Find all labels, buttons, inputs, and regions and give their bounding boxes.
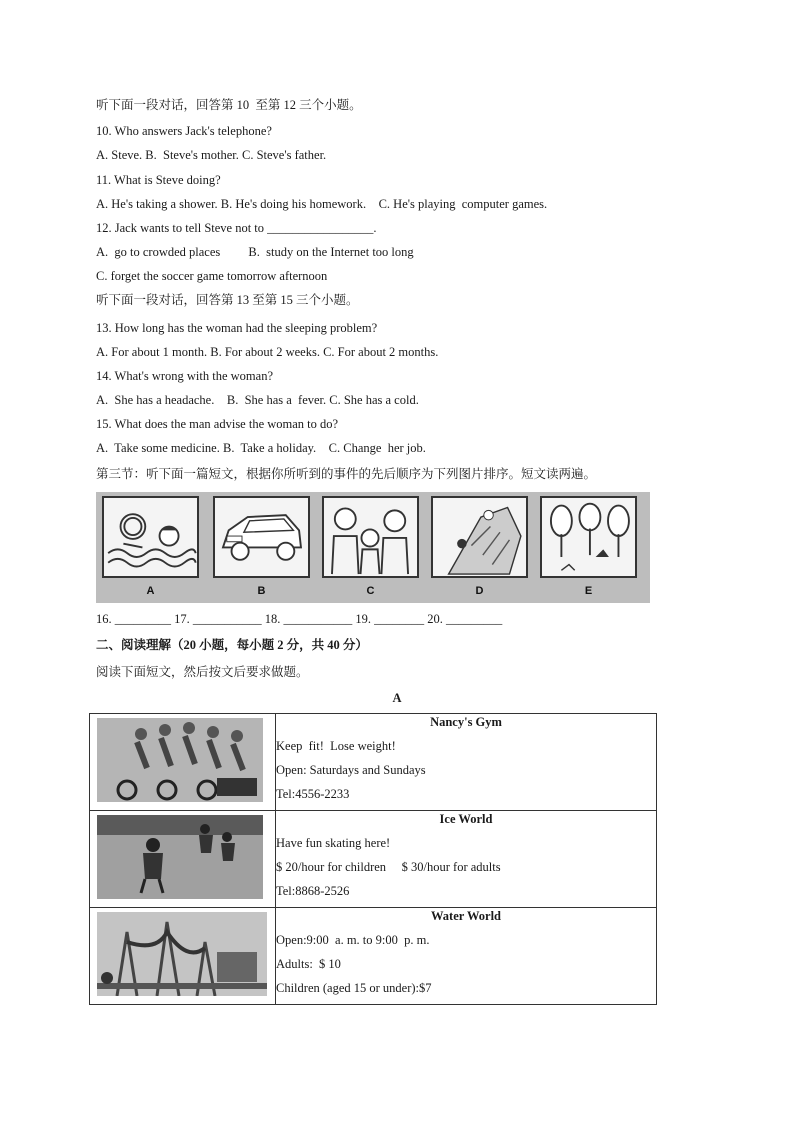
picture-label-c: C bbox=[366, 585, 375, 597]
ad-row-water-world bbox=[90, 908, 657, 1005]
ice-world-photo bbox=[97, 815, 263, 899]
ad-line: Open:9:00 a. m. to 9:00 p. m. bbox=[276, 933, 430, 947]
ad-text-cell bbox=[276, 908, 657, 1005]
question-10: 10. Who answers Jack's telephone? bbox=[96, 124, 272, 138]
question-12-options-ab: A. go to crowded places B. study on the Internet too long bbox=[96, 245, 414, 259]
ad-line: Tel:4556-2233 bbox=[276, 787, 350, 801]
ad-text-cell bbox=[276, 714, 657, 811]
picture-d-climbing bbox=[431, 496, 528, 578]
gym-photo bbox=[97, 718, 263, 802]
ad-photo-cell bbox=[90, 714, 276, 811]
picture-label-e: E bbox=[584, 585, 593, 597]
ad-line: Open: Saturdays and Sundays bbox=[276, 763, 426, 777]
question-12-option-c: C. forget the soccer game tomorrow afternoon bbox=[96, 269, 328, 283]
picture-label-b: B bbox=[257, 585, 266, 597]
ad-text-cell bbox=[276, 811, 657, 908]
ad-line: Have fun skating here! bbox=[276, 836, 391, 850]
passage-label: A bbox=[392, 691, 402, 705]
ad-title-ice-world: Ice World bbox=[439, 812, 493, 826]
ad-photo-cell bbox=[90, 811, 276, 908]
picture-c-family bbox=[322, 496, 419, 578]
ads-table bbox=[89, 713, 657, 1005]
question-15: 15. What does the man advise the woman to do? bbox=[96, 417, 339, 431]
question-14: 14. What's wrong with the woman? bbox=[96, 369, 273, 383]
question-10-options: A. Steve. B. Steve's mother. C. Steve's father. bbox=[96, 148, 327, 162]
question-11-options: A. He's taking a shower. B. He's doing his homework. C. He's playing computer games. bbox=[96, 197, 548, 211]
listening-intro-1: 听下面一段对话，回答第 10 至第 12 三个小题。 bbox=[96, 98, 362, 112]
ad-row-gym bbox=[90, 714, 657, 811]
water-world-photo bbox=[97, 912, 267, 996]
question-13-options: A. For about 1 month. B. For about 2 weeks. C. For about 2 months. bbox=[96, 345, 439, 359]
ad-line: Adults: $ 10 bbox=[276, 957, 341, 971]
question-12: 12. Jack wants to tell Steve not to _________________. bbox=[96, 221, 377, 235]
question-11: 11. What is Steve doing? bbox=[96, 173, 221, 187]
ad-row-ice-world bbox=[90, 811, 657, 908]
reading-heading: 二、阅读理解（20 小题，每小题 2 分，共 40 分） bbox=[96, 638, 368, 652]
ad-line: $ 20/hour for children $ 30/hour for adults bbox=[276, 860, 501, 874]
listening-intro-2: 听下面一段对话，回答第 13 至第 15 三个小题。 bbox=[96, 293, 359, 307]
answer-blanks-16-20: 16. _________ 17. ___________ 18. ___________ 19. ________ 20. _________ bbox=[96, 612, 503, 626]
picture-a-swimming bbox=[102, 496, 199, 578]
ad-line: Tel:8868-2526 bbox=[276, 884, 350, 898]
ad-line: Keep fit! Lose weight! bbox=[276, 739, 396, 753]
ad-title-water-world: Water World bbox=[430, 909, 502, 923]
section-3-instruction: 第三节：听下面一篇短文，根据你所听到的事件的先后顺序为下列图片排序。短文读两遍。 bbox=[96, 467, 597, 481]
question-13: 13. How long has the woman had the sleeping problem? bbox=[96, 321, 378, 335]
picture-label-d: D bbox=[475, 585, 484, 597]
picture-b-car bbox=[213, 496, 310, 578]
picture-strip bbox=[96, 492, 650, 603]
picture-e-trees bbox=[540, 496, 637, 578]
reading-instruction: 阅读下面短文，然后按文后要求做题。 bbox=[96, 665, 309, 679]
ad-line: Children (aged 15 or under):$7 bbox=[276, 981, 432, 995]
question-14-options: A. She has a headache. B. She has a fever. C. She has a cold. bbox=[96, 393, 419, 407]
ad-title-gym: Nancy's Gym bbox=[430, 715, 502, 729]
question-15-options: A. Take some medicine. B. Take a holiday. C. Change her job. bbox=[96, 441, 426, 455]
picture-label-a: A bbox=[146, 585, 155, 597]
ad-photo-cell bbox=[90, 908, 276, 1005]
